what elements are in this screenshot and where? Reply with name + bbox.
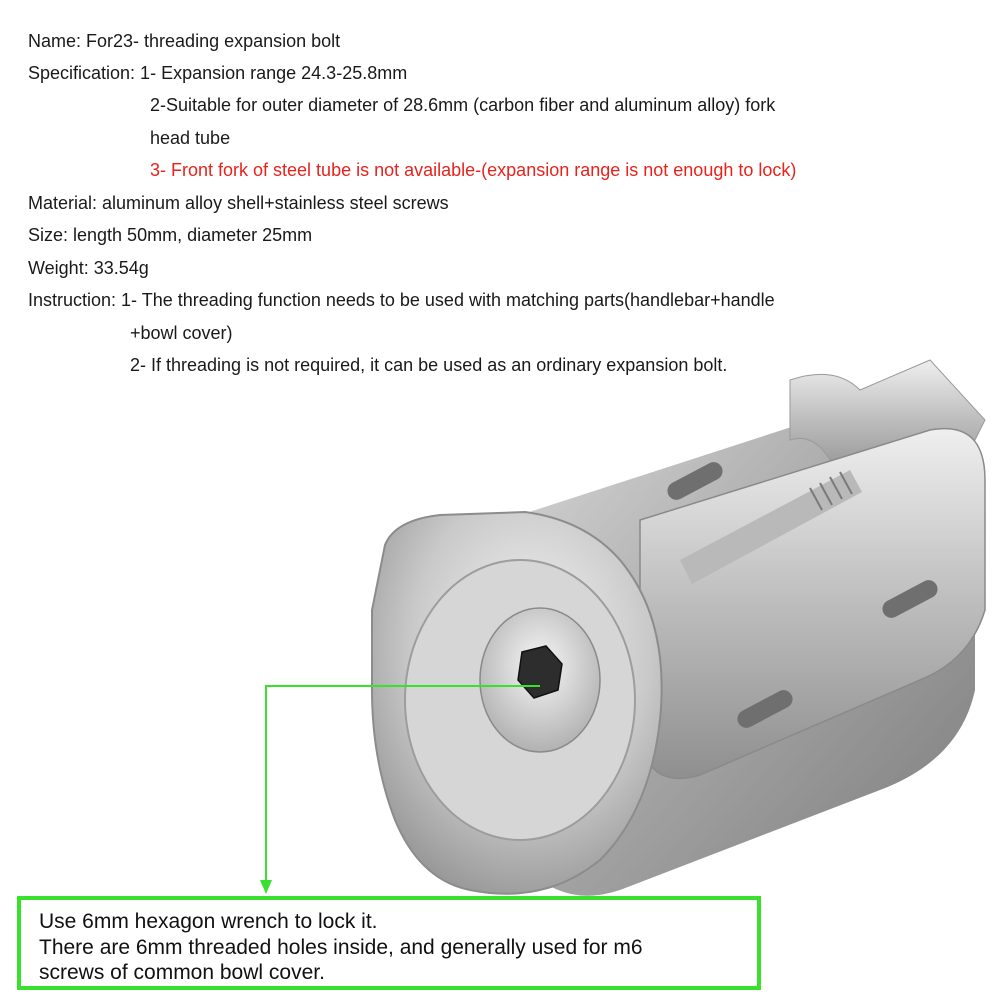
specification-line-2a: 2-Suitable for outer diameter of 28.6mm (carbon fiber and aluminum alloy) fork bbox=[150, 95, 776, 115]
specification-warning: 3- Front fork of steel tube is not available-(expansion range is not enough to lock) bbox=[150, 160, 797, 180]
callout-arrow-icon bbox=[260, 880, 272, 894]
callout-line-3: screws of common bowl cover. bbox=[39, 961, 325, 984]
callout-line-1: Use 6mm hexagon wrench to lock it. bbox=[39, 910, 378, 933]
instruction-line-1a: Instruction: 1- The threading function needs to be used with matching parts(handlebar+handle bbox=[28, 290, 775, 310]
size-line: Size: length 50mm, diameter 25mm bbox=[28, 225, 313, 245]
instruction-line-1b: +bowl cover) bbox=[130, 323, 233, 343]
callout-box bbox=[17, 896, 761, 990]
instruction-line-2: 2- If threading is not required, it can be used as an ordinary expansion bolt. bbox=[130, 355, 728, 375]
material-line: Material: aluminum alloy shell+stainless steel screws bbox=[28, 193, 449, 213]
callout-line-2: There are 6mm threaded holes inside, and generally used for m6 bbox=[39, 936, 643, 959]
product-name: Name: For23- threading expansion bolt bbox=[28, 31, 341, 51]
specification-line-2b: head tube bbox=[150, 128, 231, 148]
specification-line-1: Specification: 1- Expansion range 24.3-25.8mm bbox=[28, 63, 408, 83]
weight-line: Weight: 33.54g bbox=[28, 258, 149, 278]
